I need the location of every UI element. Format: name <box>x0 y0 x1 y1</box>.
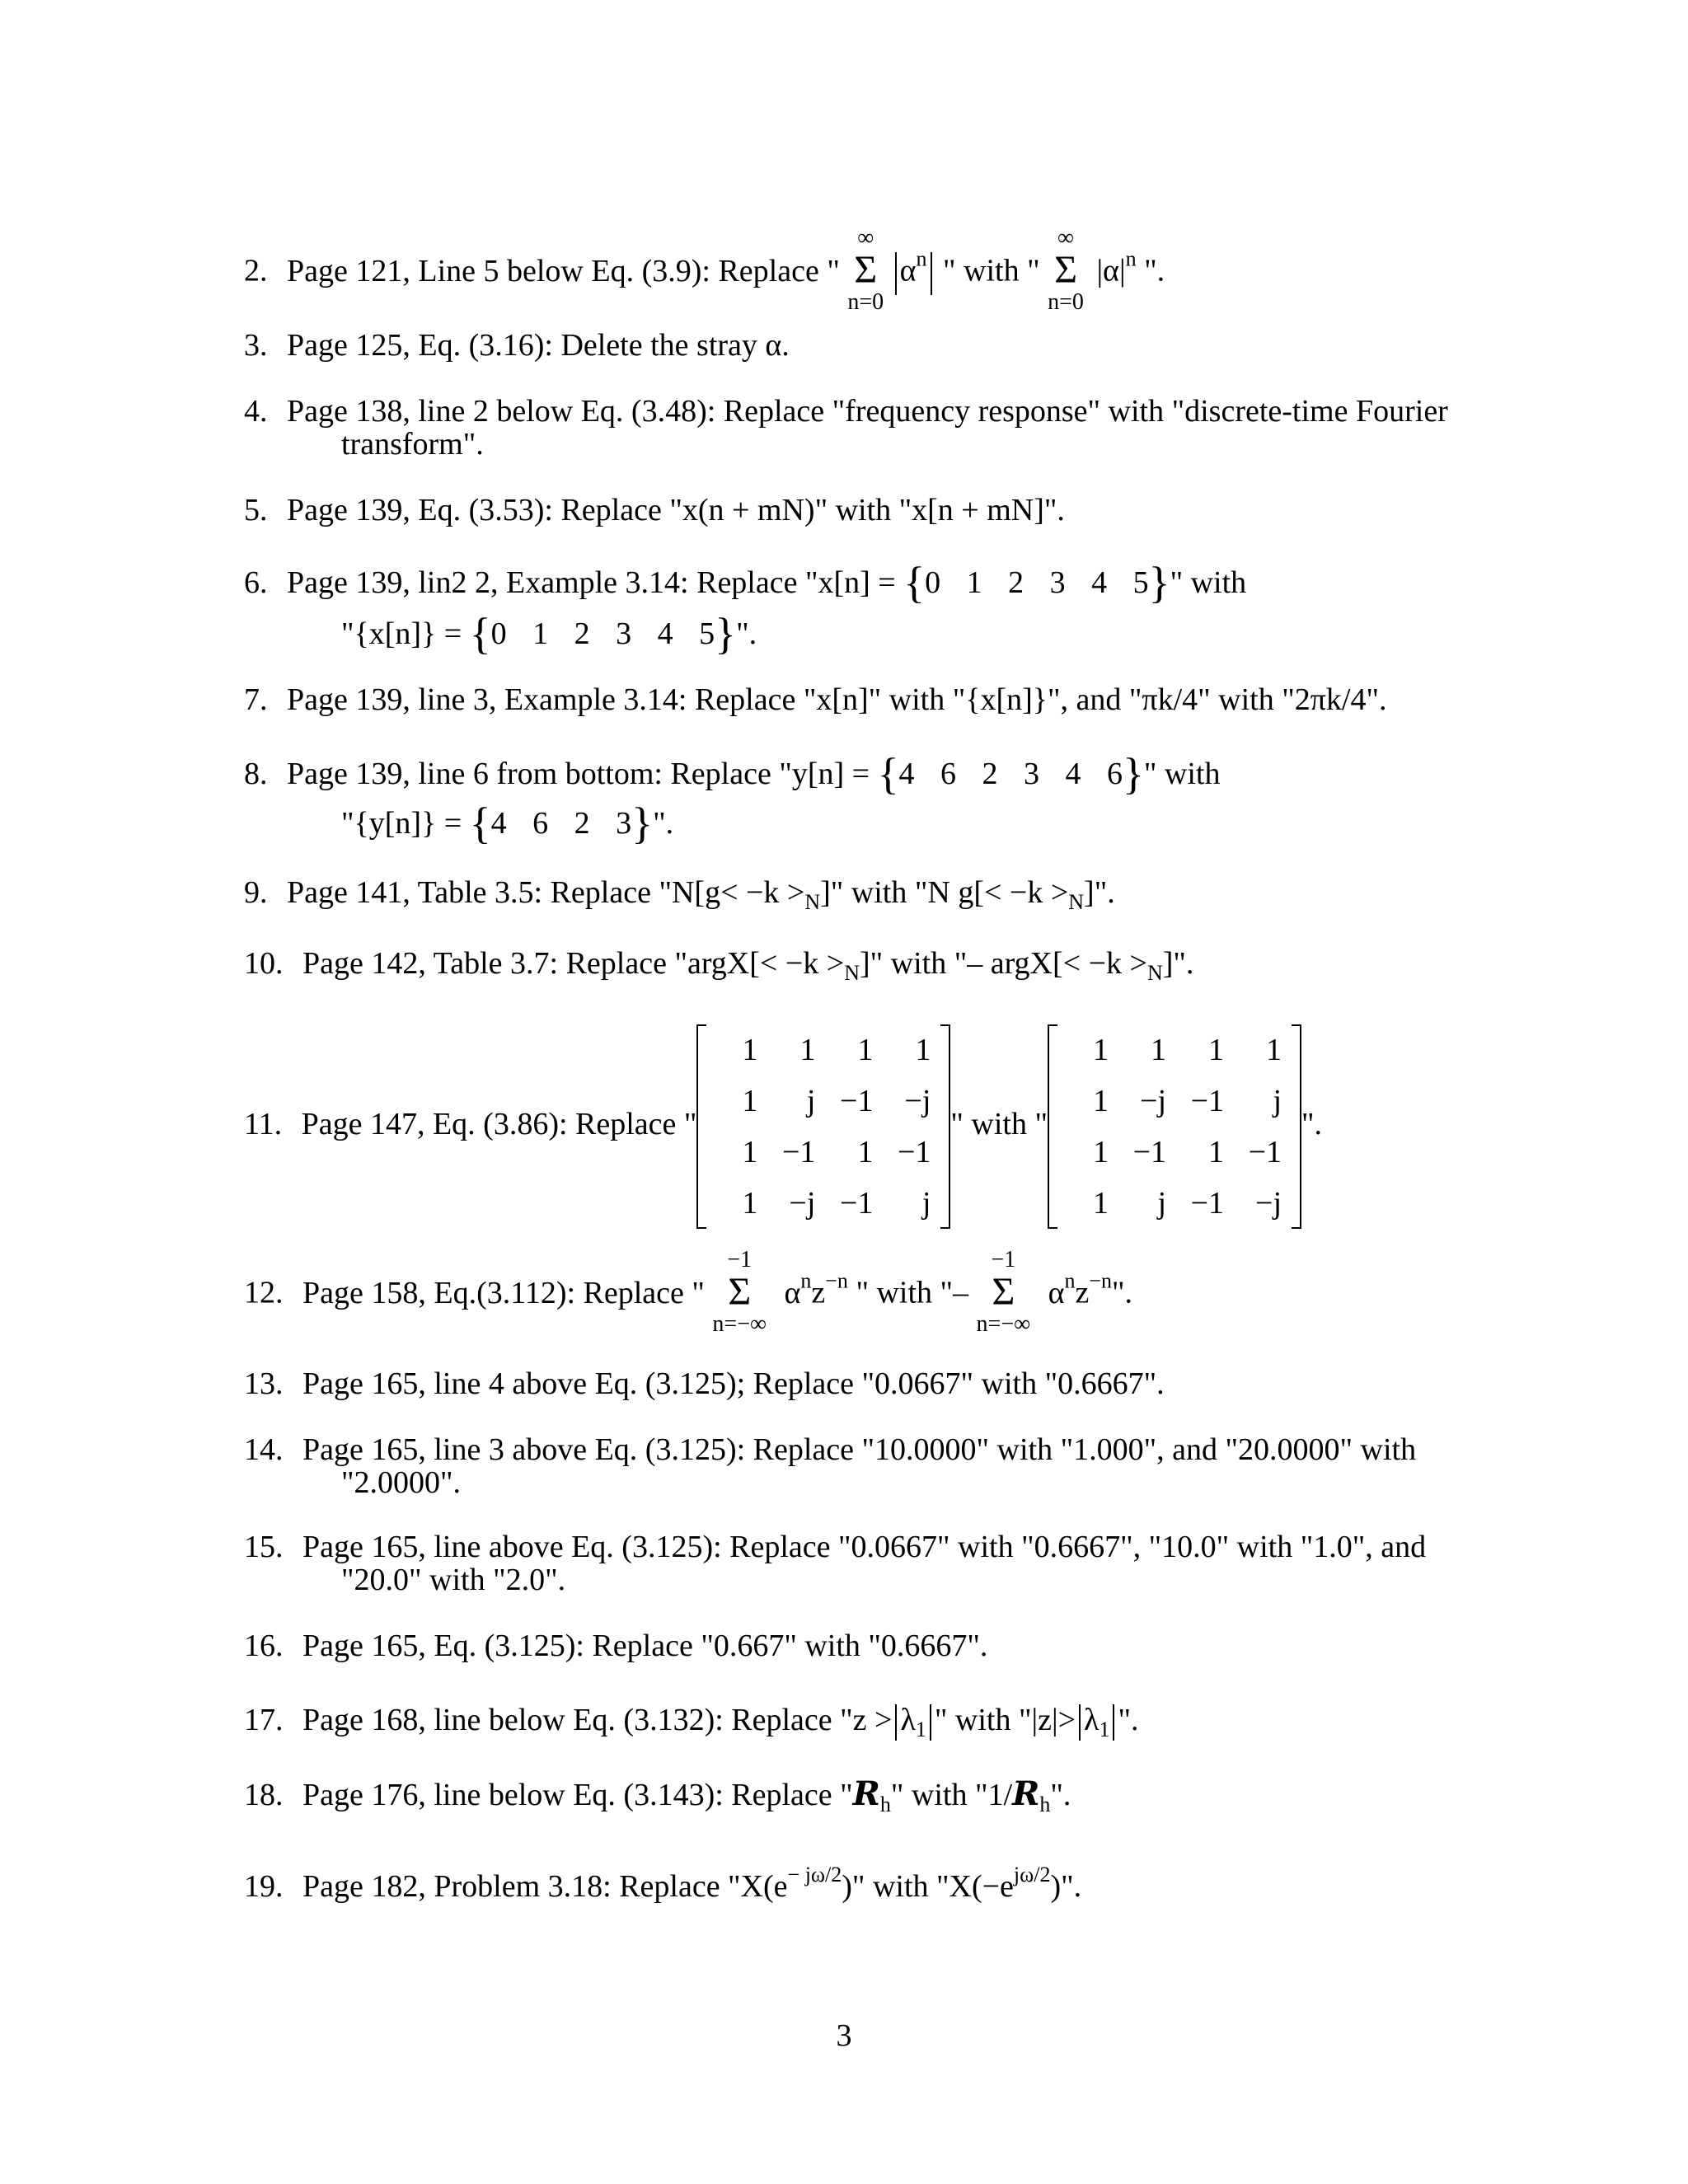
left-brace: { <box>469 609 491 658</box>
matrix-cell: 1 <box>1093 1186 1109 1221</box>
cont-text-end: ". <box>736 616 757 651</box>
left-brace: { <box>877 749 899 799</box>
exponent: n <box>1125 246 1137 271</box>
item-number: 10. <box>244 946 284 981</box>
right-brace: } <box>631 799 654 848</box>
subscript: h <box>1039 1793 1051 1816</box>
item-text: Page 165, line 3 above Eq. (3.125): Replace "10.0000" with "1.000", and "20.0000" with <box>302 1432 1417 1467</box>
sum-upper-limit: ∞ <box>1057 225 1075 251</box>
matrix-corrected <box>1048 1024 1301 1229</box>
matrix-cell: −1 <box>1248 1135 1282 1170</box>
item-number: 16. <box>244 1629 284 1663</box>
matrix-cell: −1 <box>897 1135 931 1170</box>
page-number: 3 <box>836 2018 852 2053</box>
left-brace: { <box>903 558 926 607</box>
item-text-mid: " with "– <box>847 1275 977 1310</box>
item-text: Page 121, Line 5 below Eq. (3.9): Replace " <box>287 253 840 288</box>
item-text-end: ". <box>1301 1107 1323 1141</box>
sigma-symbol: Σ <box>1054 248 1077 292</box>
item-text-mid: ]" with "– argX[< −k > <box>859 946 1147 981</box>
subscript: 1 <box>1099 1718 1110 1741</box>
erratum-item-13 <box>244 1366 1530 1401</box>
abs-bar <box>1113 1704 1114 1741</box>
item-text-end: ". <box>1112 1275 1133 1310</box>
matrix-cell: −1 <box>1190 1084 1225 1119</box>
set-values: 4 6 2 3 4 6 <box>898 757 1123 791</box>
abs-bar <box>895 1704 897 1741</box>
item-text-mid: " with " <box>950 1107 1048 1141</box>
item-4-continuation: transform". <box>341 427 484 462</box>
matrix-cell: 1 <box>1208 1033 1225 1068</box>
set-values: 4 6 2 3 <box>490 806 632 841</box>
matrix-cell: j <box>1157 1186 1167 1221</box>
erratum-item-3 <box>244 328 1530 363</box>
erratum-item-15 <box>244 1530 1530 1564</box>
item-number: 2. <box>244 253 268 288</box>
sigma-symbol: Σ <box>728 1270 752 1314</box>
matrix-cell: −j <box>1255 1186 1282 1221</box>
matrix-cell: 1 <box>1151 1033 1167 1068</box>
matrix-cell: −1 <box>839 1186 874 1221</box>
erratum-item-14 <box>244 1432 1530 1467</box>
subscript: N <box>844 961 860 985</box>
item-text: Page 158, Eq.(3.112): Replace " <box>302 1275 713 1310</box>
matrix-cell: j <box>806 1084 816 1119</box>
erratum-item-10 <box>244 946 1530 991</box>
item-number: 18. <box>244 1778 284 1812</box>
summation <box>1048 226 1084 315</box>
matrix-cell: 1 <box>742 1135 758 1170</box>
item-text: Page 138, line 2 below Eq. (3.48): Replace "frequency response" with "discrete-time Fourier <box>287 394 1448 429</box>
item-text-end: " with <box>1143 757 1221 791</box>
sigma-symbol: Σ <box>992 1270 1015 1314</box>
alpha-symbol: α <box>899 253 917 288</box>
erratum-item-11 <box>244 1019 1530 1230</box>
item-text: Page 165, line 4 above Eq. (3.125); Replace "0.0667" with "0.6667". <box>302 1366 1165 1401</box>
item-text: Page 139, line 6 from bottom: Replace "y[n] = <box>287 757 878 791</box>
set-values: 0 1 2 3 4 5 <box>490 616 715 651</box>
erratum-item-12: 12. Page 158, Eq.(3.112): Replace " −1 Σ n=−∞ $\alpha^nz^{-n}$ " with "– −1 Σ n=−∞ $\alpha^nz^{-n}$". <box>244 1247 1133 1337</box>
alpha-symbol: α <box>784 1275 801 1310</box>
matrix-cell: 1 <box>799 1033 816 1068</box>
erratum-item-9 <box>244 875 1530 920</box>
item-text: Page 139, line 3, Example 3.14: Replace "x[n]" with "{x[n]}", and "πk/4" with "2πk/4". <box>287 682 1387 717</box>
item-text: Page 139, lin2 2, Example 3.14: Replace "x[n] = <box>287 565 904 600</box>
item-number: 6. <box>244 565 268 600</box>
matrix-cell: 1 <box>1266 1033 1282 1068</box>
matrix-cell: 1 <box>1093 1033 1109 1068</box>
item-number: 7. <box>244 682 268 717</box>
right-brace: } <box>1123 749 1144 799</box>
item-number: 8. <box>244 757 268 791</box>
matrix-cell: 1 <box>1093 1084 1109 1119</box>
item-6-continuation <box>341 609 757 658</box>
sum-lower-limit: n=0 <box>1048 289 1084 315</box>
cont-text: "{y[n]} = <box>341 806 470 841</box>
lambda-symbol: λ <box>900 1703 916 1737</box>
sum-upper-limit: ∞ <box>857 225 874 251</box>
subscript: 1 <box>915 1718 926 1741</box>
exponent: jω/2 <box>1013 1863 1051 1886</box>
matrix-cell: −1 <box>781 1135 816 1170</box>
item-text-end: " with <box>1170 565 1247 600</box>
subscript: h <box>879 1793 891 1816</box>
matrix-cell: −1 <box>1190 1186 1225 1221</box>
matrix-cell: 1 <box>1208 1135 1225 1170</box>
sigma-symbol: Σ <box>854 248 878 292</box>
item-number: 9. <box>244 875 268 910</box>
matrix-cell: 1 <box>857 1135 874 1170</box>
matrix-cell: 1 <box>742 1084 758 1119</box>
item-number: 14. <box>244 1432 284 1467</box>
summation <box>847 226 884 315</box>
item-number: 12. <box>244 1275 284 1310</box>
erratum-item-17 <box>244 1703 1530 1747</box>
item-text: Page 139, Eq. (3.53): Replace "x(n + mN)" with "x[n + mN]". <box>287 493 1065 527</box>
item-number: 5. <box>244 493 268 527</box>
item-text-end: ]". <box>1162 946 1194 981</box>
matrix-cell: −j <box>1140 1084 1167 1119</box>
sum-lower-limit: n=0 <box>847 289 884 315</box>
subscript: N <box>804 890 821 914</box>
item-15-continuation: "20.0" with "2.0". <box>341 1563 566 1597</box>
matrix-cell: 1 <box>857 1033 874 1068</box>
item-text: Page 176, line below Eq. (3.143): Replace " <box>302 1778 853 1812</box>
exponent: n <box>800 1268 812 1293</box>
erratum-item-2: 2. Page 121, Line 5 below Eq. (3.9): Replace " ∞ Σ n=0 $\alpha^n$ " with " ∞ Σ n=0 $|\alpha|^n$ ". <box>244 225 1165 315</box>
abs-bar <box>930 1704 931 1741</box>
matrix-cell: j <box>921 1186 931 1221</box>
alpha-symbol: α <box>1103 253 1119 288</box>
item-text: Page 182, Problem 3.18: Replace "X(e <box>302 1869 788 1904</box>
erratum-item-16 <box>244 1629 1530 1663</box>
item-number: 17. <box>244 1703 284 1737</box>
cont-text: "{x[n]} = <box>341 616 470 651</box>
left-brace: { <box>469 799 491 848</box>
item-number: 3. <box>244 328 268 363</box>
item-text-mid: " with "1/ <box>890 1778 1013 1812</box>
item-text: Page 168, line below Eq. (3.132): Replace "z > <box>302 1703 893 1737</box>
sum-upper-limit: −1 <box>727 1247 753 1272</box>
alpha-symbol: α <box>1048 1275 1065 1310</box>
right-brace: } <box>715 609 737 658</box>
exponent: −n <box>825 1268 848 1293</box>
matrix-cell: 1 <box>742 1186 758 1221</box>
item-text: Page 125, Eq. (3.16): Delete the stray α. <box>287 328 790 363</box>
item-14-continuation: "2.0000". <box>341 1465 462 1500</box>
erratum-item-19 <box>244 1858 1530 1904</box>
lambda-symbol: λ <box>1084 1703 1100 1737</box>
matrix-cell: −j <box>789 1186 816 1221</box>
item-text-mid: ]" with "N g[< −k > <box>820 875 1069 910</box>
item-number: 13. <box>244 1366 284 1401</box>
item-text-mid: " with "|z|> <box>934 1703 1076 1737</box>
erratum-item-4 <box>244 394 1530 429</box>
matrix-cell: 1 <box>1093 1135 1109 1170</box>
abs-bar <box>895 252 897 295</box>
item-text: Page 165, Eq. (3.125): Replace "0.667" with "0.6667". <box>302 1629 988 1663</box>
erratum-item-8 <box>244 749 1530 799</box>
erratum-item-6 <box>244 558 1530 607</box>
sum-lower-limit: n=−∞ <box>712 1311 767 1337</box>
item-number: 4. <box>244 394 268 429</box>
sum-lower-limit: n=−∞ <box>976 1311 1031 1337</box>
item-text-end: ". <box>1118 1703 1139 1737</box>
matrix-cell: −1 <box>1132 1135 1167 1170</box>
matrix-original <box>696 1024 950 1229</box>
matrix-cell: 1 <box>742 1033 758 1068</box>
item-number: 11. <box>244 1107 283 1141</box>
summation <box>977 1248 1031 1337</box>
exponent: − jω/2 <box>787 1863 842 1886</box>
erratum-item-7 <box>244 682 1530 717</box>
item-text-end: ". <box>1050 1778 1071 1812</box>
item-8-continuation <box>341 799 674 848</box>
item-number: 15. <box>244 1530 284 1564</box>
item-text-end: ". <box>1144 253 1165 288</box>
exponent: −n <box>1089 1268 1113 1293</box>
item-text-end: )". <box>1050 1869 1082 1904</box>
erratum-item-5 <box>244 493 1530 527</box>
item-text: Page 141, Table 3.5: Replace "N[g< −k > <box>287 875 805 910</box>
set-values: 0 1 2 3 4 5 <box>925 565 1149 600</box>
item-text: Page 165, line above Eq. (3.125): Replace "0.0667" with "0.6667", "10.0" with "1.0", and <box>302 1530 1427 1564</box>
matrix-cell: 1 <box>915 1033 931 1068</box>
item-text: Page 142, Table 3.7: Replace "argX[< −k > <box>302 946 845 981</box>
summation <box>712 1248 767 1337</box>
subscript: N <box>1068 890 1085 914</box>
matrix-cell: j <box>1273 1084 1282 1119</box>
item-text-mid: " with " <box>943 253 1040 288</box>
abs-bar <box>1079 1704 1081 1741</box>
erratum-item-18 <box>244 1774 1530 1822</box>
script-r-symbol: R <box>852 1774 880 1813</box>
item-text-end: ]". <box>1084 875 1115 910</box>
item-text-mid: )" with "X(−e <box>842 1869 1014 1904</box>
script-r-symbol: R <box>1012 1774 1040 1813</box>
sum-upper-limit: −1 <box>991 1247 1016 1272</box>
right-brace: } <box>1148 558 1170 607</box>
matrix-cell: −j <box>904 1084 931 1119</box>
exponent: n <box>916 246 927 271</box>
item-number: 19. <box>244 1869 284 1904</box>
abs-bar <box>931 252 932 295</box>
cont-text-end: ". <box>653 806 674 841</box>
item-text: Page 147, Eq. (3.86): Replace " <box>301 1107 697 1141</box>
subscript: N <box>1146 961 1163 985</box>
matrix-cell: −1 <box>839 1084 874 1119</box>
exponent: n <box>1064 1268 1076 1293</box>
